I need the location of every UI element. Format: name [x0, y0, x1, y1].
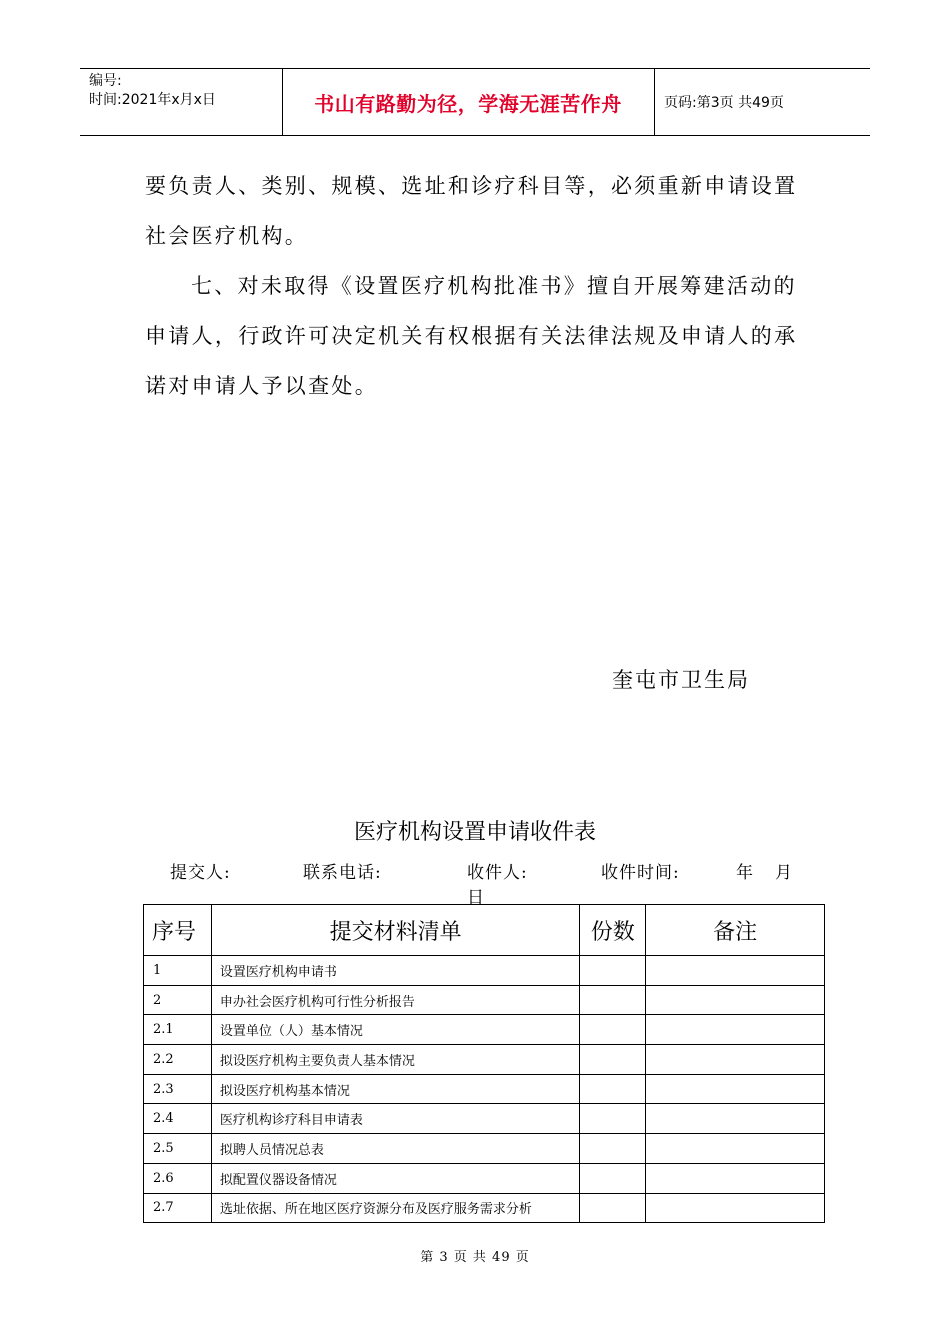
header-page-info: 页码:第3页 共49页 — [664, 95, 784, 111]
row-remarks[interactable] — [646, 1134, 825, 1164]
header-motto: 书山有路勤为径，学海无涯苦作舟 — [314, 91, 622, 116]
row-copies[interactable] — [580, 1163, 646, 1193]
table-header-row — [144, 905, 825, 956]
row-remarks[interactable] — [646, 1015, 825, 1045]
row-number: 2.2 — [144, 1045, 212, 1075]
page-header — [80, 68, 870, 136]
table-row — [144, 1104, 825, 1134]
day-label: 日 — [467, 888, 485, 908]
row-number: 2.4 — [144, 1104, 212, 1134]
form-title: 医疗机构设置申请收件表 — [353, 820, 596, 845]
row-remarks[interactable] — [646, 1193, 825, 1223]
document-time-label: 时间:2021年x月x日 — [89, 92, 216, 108]
column-header-copies: 份数 — [580, 905, 646, 956]
table-row — [144, 1045, 825, 1075]
table-row — [144, 1163, 825, 1193]
issuer-signature: 奎屯市卫生局 — [612, 668, 750, 692]
row-copies[interactable] — [580, 985, 646, 1015]
row-item: 拟设医疗机构基本情况 — [211, 1074, 579, 1104]
phone-label: 联系电话: — [303, 863, 382, 883]
row-copies[interactable] — [580, 1045, 646, 1075]
row-remarks[interactable] — [646, 1045, 825, 1075]
column-header-materials: 提交材料清单 — [211, 905, 579, 956]
row-remarks[interactable] — [646, 1163, 825, 1193]
row-item: 拟聘人员情况总表 — [211, 1134, 579, 1164]
row-remarks[interactable] — [646, 956, 825, 986]
row-number: 2.3 — [144, 1074, 212, 1104]
row-copies[interactable] — [580, 1193, 646, 1223]
document-number-label: 编号: — [89, 73, 122, 89]
row-number: 2.6 — [144, 1163, 212, 1193]
row-number: 2.1 — [144, 1015, 212, 1045]
receive-time-label: 收件时间: — [601, 863, 680, 883]
year-label: 年 — [736, 863, 754, 883]
row-copies[interactable] — [580, 1015, 646, 1045]
intake-table — [143, 904, 825, 1223]
row-item: 设置医疗机构申请书 — [211, 956, 579, 986]
row-copies[interactable] — [580, 1134, 646, 1164]
row-number: 2.5 — [144, 1134, 212, 1164]
row-copies[interactable] — [580, 956, 646, 986]
row-remarks[interactable] — [646, 1074, 825, 1104]
row-item: 申办社会医疗机构可行性分析报告 — [211, 985, 579, 1015]
header-motto-cell — [282, 69, 655, 135]
table-row — [144, 1134, 825, 1164]
row-copies[interactable] — [580, 1104, 646, 1134]
row-number: 2 — [144, 985, 212, 1015]
row-remarks[interactable] — [646, 1104, 825, 1134]
row-number: 1 — [144, 956, 212, 986]
row-remarks[interactable] — [646, 985, 825, 1015]
body-paragraph-2: 七、对未取得《设置医疗机构批准书》擅自开展筹建活动的申请人，行政许可决定机关有权根据有关法律法规及申请人的承诺对申请人予以查处。 — [145, 274, 798, 398]
row-copies[interactable] — [580, 1074, 646, 1104]
row-item: 拟配置仪器设备情况 — [211, 1163, 579, 1193]
row-item: 拟设医疗机构主要负责人基本情况 — [211, 1045, 579, 1075]
table-row — [144, 1193, 825, 1223]
body-paragraph-1: 要负责人、类别、规模、选址和诊疗科目等，必须重新申请设置社会医疗机构。 — [145, 174, 798, 248]
row-item: 选址依据、所在地区医疗资源分布及医疗服务需求分析 — [211, 1193, 579, 1223]
row-item: 医疗机构诊疗科目申请表 — [211, 1104, 579, 1134]
page-footer: 第 3 页 共 49 页 — [420, 1250, 530, 1265]
column-header-remarks: 备注 — [646, 905, 825, 956]
header-meta — [80, 69, 283, 135]
receiver-label: 收件人: — [467, 863, 528, 883]
table-row — [144, 985, 825, 1015]
row-number: 2.7 — [144, 1193, 212, 1223]
column-header-number: 序号 — [144, 905, 212, 956]
submitter-label: 提交人: — [170, 863, 231, 883]
table-row — [144, 1015, 825, 1045]
table-row — [144, 956, 825, 986]
month-label: 月 — [775, 863, 793, 883]
table-row — [144, 1074, 825, 1104]
row-item: 设置单位（人）基本情况 — [211, 1015, 579, 1045]
